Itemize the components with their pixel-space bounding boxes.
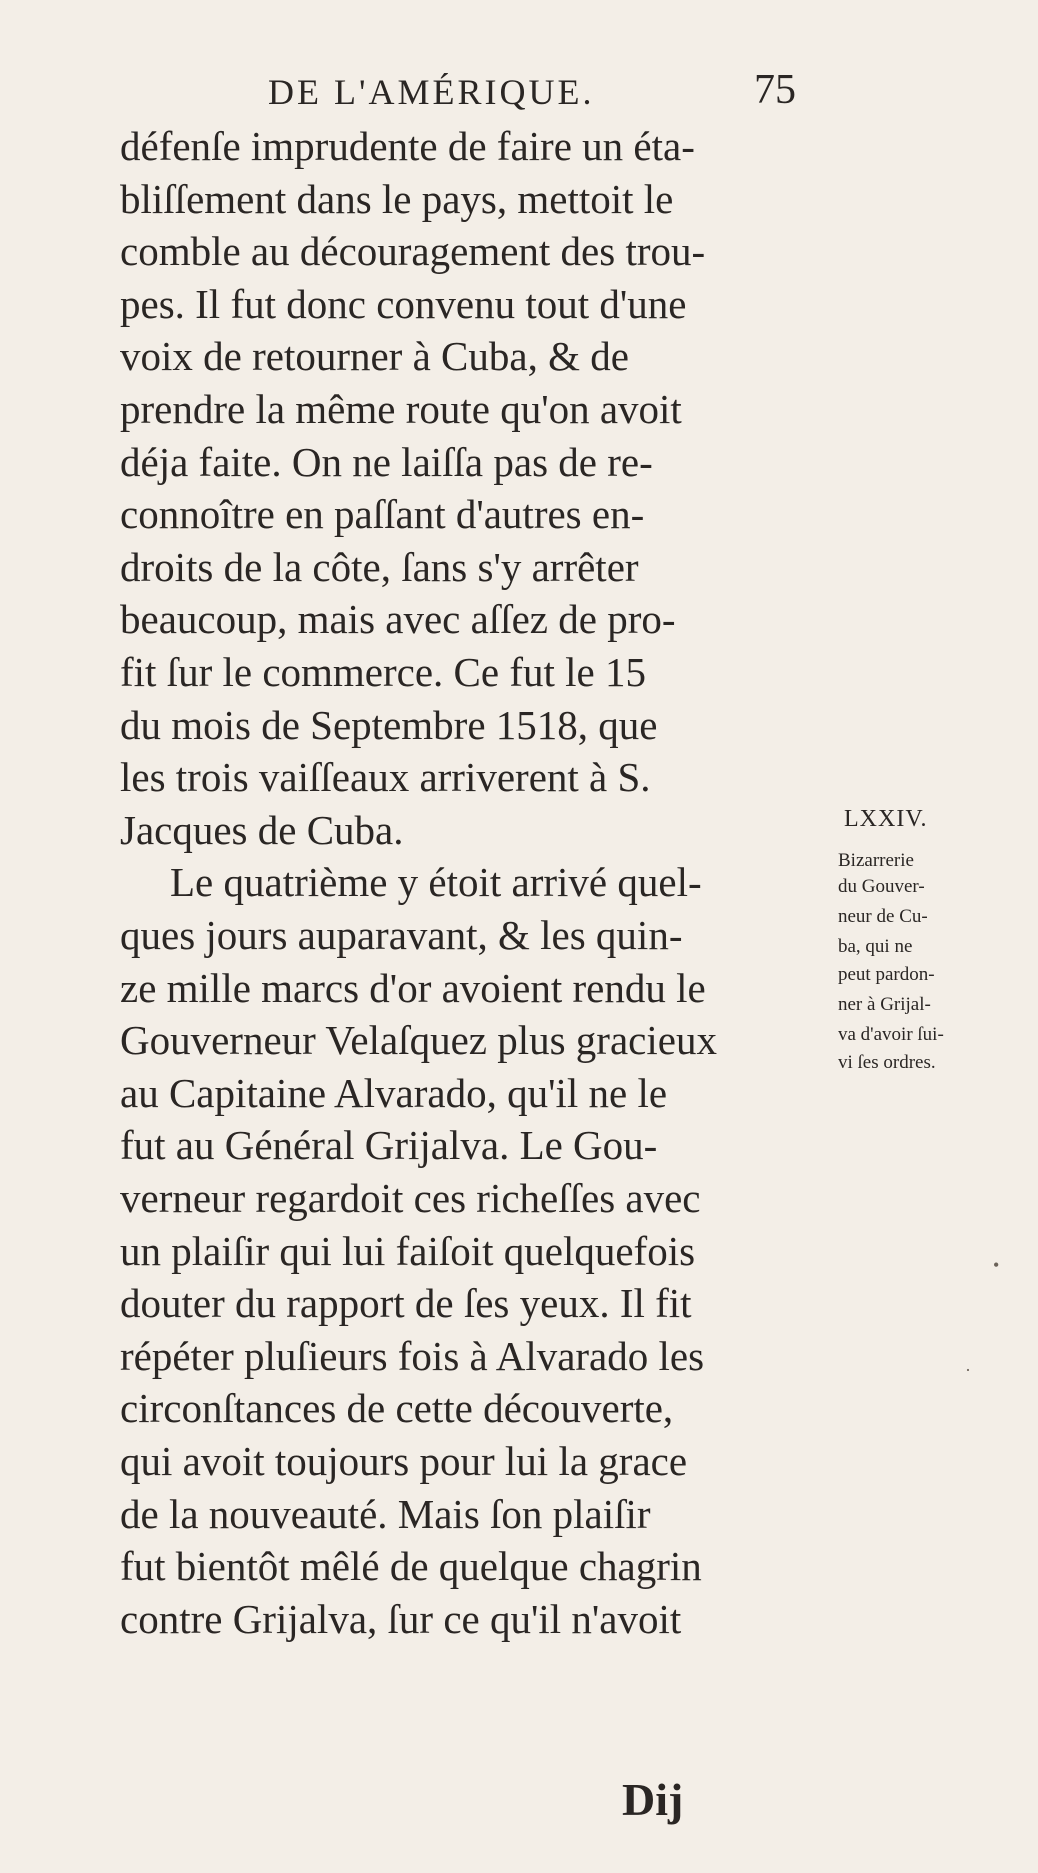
text-line: déja faite. On ne laiſſa pas de re- [120,438,653,485]
text-line: fut bientôt mêlé de quelque chagrin [120,1543,702,1590]
margin-note-line: vi ſes ordres. [838,1052,936,1073]
text-line: ques jours auparavant, & les quin- [120,912,683,958]
margin-note-line: ba, qui ne [838,936,913,957]
running-header: DE L'AMÉRIQUE. [268,72,595,112]
ink-speck: • [993,1255,1000,1275]
text-line: connoître en paſſant d'autres en- [120,491,645,538]
ink-speck: · [965,1360,971,1380]
text-line: verneur regardoit ces richeſſes avec [120,1175,701,1221]
text-line: défenſe imprudente de faire un éta- [120,123,695,169]
text-line: fit ſur le commerce. Ce fut le 15 [120,649,646,695]
margin-note-line: Bizarrerie [838,850,914,871]
text-line: contre Grijalva, ſur ce qu'il n'avoit [120,1595,682,1642]
margin-note-line: peut pardon- [838,964,935,985]
text-line: prendre la même route qu'on avoit [120,386,682,432]
margin-note-number: LXXIV. [844,806,928,832]
text-line: bliſſement dans le pays, mettoit le [120,175,674,222]
text-line: du mois de Septembre 1518, que [120,701,658,748]
text-line: pes. Il fut donc convenu tout d'une [120,280,687,327]
text-line: répéter pluſieurs fois à Alvarado les [120,1332,705,1379]
page-number: 75 [754,67,796,113]
text-line: voix de retourner à Cuba, & de [120,333,629,380]
text-line: droits de la côte, ſans s'y arrêter [120,543,639,590]
text-line: fut au Général Grijalva. Le Gou- [120,1122,658,1169]
signature-mark: Dij [622,1774,684,1825]
text-line: au Capitaine Alvarado, qu'il ne le [120,1069,668,1116]
text-line: douter du rapport de ſes yeux. Il fit [120,1280,692,1327]
text-line: un plaiſir qui lui faiſoit quelquefois [120,1227,696,1274]
text-line: Le quatrième y étoit arrivé quel- [170,859,702,906]
text-line: comble au découragement des trou- [120,228,706,275]
text-line: Gouverneur Velaſquez plus gracieux [120,1017,717,1064]
text-line: circonſtances de cette découverte, [120,1385,674,1432]
text-line: les trois vaiſſeaux arriverent à S. [120,754,651,801]
margin-note-line: ner à Grijal- [838,994,931,1015]
text-line: beaucoup, mais avec aſſez de pro- [120,596,676,643]
text-line: ze mille marcs d'or avoient rendu le [120,964,706,1011]
text-line: Jacques de Cuba. [120,806,404,853]
text-line: qui avoit toujours pour lui la grace [120,1438,688,1484]
text-line: de la nouveauté. Mais ſon plaiſir [120,1490,651,1537]
margin-note-line: va d'avoir ſui- [838,1024,944,1045]
margin-note-line: neur de Cu- [838,906,928,927]
margin-note-line: du Gouver- [838,876,925,897]
